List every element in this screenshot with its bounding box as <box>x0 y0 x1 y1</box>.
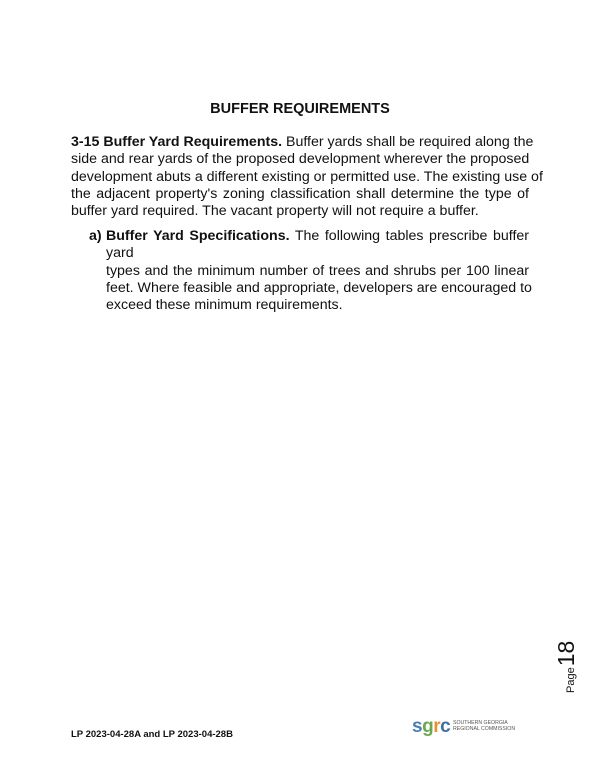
list-line <box>106 228 529 245</box>
logo-text-line: SOUTHERN GEORGIA <box>453 720 508 726</box>
page-number <box>553 640 583 753</box>
page-title: BUFFER REQUIREMENTS <box>210 101 390 117</box>
paragraph-line: buffer yard required. The vacant property will not require a buffer. <box>71 203 479 220</box>
list-line: exceed these minimum requirements. <box>106 297 343 314</box>
section-3-15-paragraph <box>71 134 543 220</box>
list-line: types and the minimum number of trees and shrubs per 100 linear <box>106 262 529 279</box>
page-number-value: 18 <box>553 640 579 667</box>
list-line: yard <box>106 245 134 262</box>
logo-text-line: REGIONAL COMMISSION <box>453 726 516 733</box>
footer-reference: LP 2023-04-28A and LP 2023-04-28B <box>71 729 233 740</box>
paragraph-line <box>71 134 534 151</box>
item-heading: Buffer Yard Specifications. <box>106 228 290 244</box>
paragraph-line: development abuts a different existing or permitted use. The existing use of <box>71 168 543 185</box>
page-word: Page <box>565 667 577 693</box>
sgrc-logo <box>412 717 522 739</box>
paragraph-line: the adjacent property's zoning classification shall determine the type of <box>71 185 529 202</box>
list-text: The following tables prescribe buffer <box>289 228 529 244</box>
logo-mark: sgrc <box>412 716 451 737</box>
logo-text <box>453 720 515 733</box>
section-heading: 3-15 Buffer Yard Requirements. <box>71 134 283 150</box>
paragraph-text: Buffer yards shall be required along the <box>282 134 534 150</box>
list-marker: a) <box>89 228 102 244</box>
page-number-rotated <box>553 641 580 693</box>
list-line: feet. Where feasible and appropriate, developers are encouraged to <box>106 279 532 296</box>
list-item-body <box>106 228 532 314</box>
paragraph-line: side and rear yards of the proposed development wherever the proposed <box>71 151 530 168</box>
